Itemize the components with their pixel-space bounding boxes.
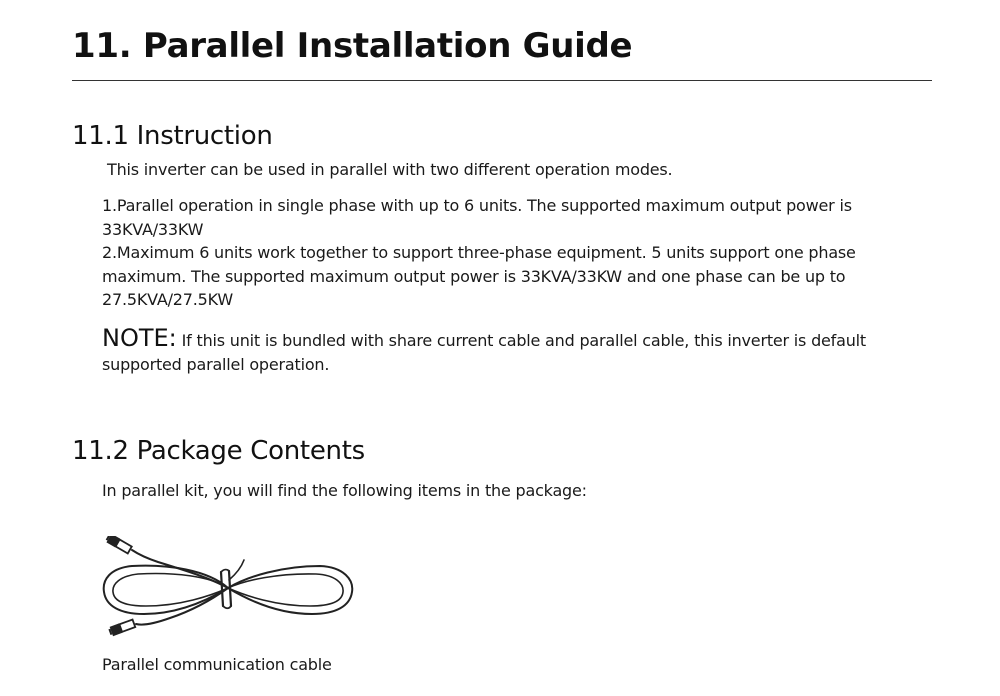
page-title: 11. Parallel Installation Guide (72, 26, 633, 66)
operation-mode-item: 1.Parallel operation in single phase with up to 6 units. The supported maximum output power is 33KVA/33KW (102, 196, 852, 239)
title-divider (72, 80, 932, 81)
cable-icon (98, 536, 358, 640)
note-text: If this unit is bundled with share current cable and parallel cable, this inverter is default supported parallel operation. (102, 331, 866, 374)
note-label: NOTE: (102, 324, 177, 352)
cable-caption: Parallel communication cable (102, 655, 332, 674)
operation-modes-list (102, 194, 942, 312)
operation-mode-item: 2.Maximum 6 units work together to support three-phase equipment. 5 units support one phase maximum. The supported maximum output power is 33KVA/33KW and one phase can be up to 27.5KVA/27.5KW (102, 243, 856, 309)
instruction-intro: This inverter can be used in parallel with two different operation modes. (107, 160, 673, 179)
package-intro: In parallel kit, you will find the following items in the package: (102, 481, 587, 500)
section-heading-instruction: 11.1 Instruction (72, 121, 273, 151)
note-paragraph (102, 326, 942, 377)
section-heading-package-contents: 11.2 Package Contents (72, 436, 365, 466)
